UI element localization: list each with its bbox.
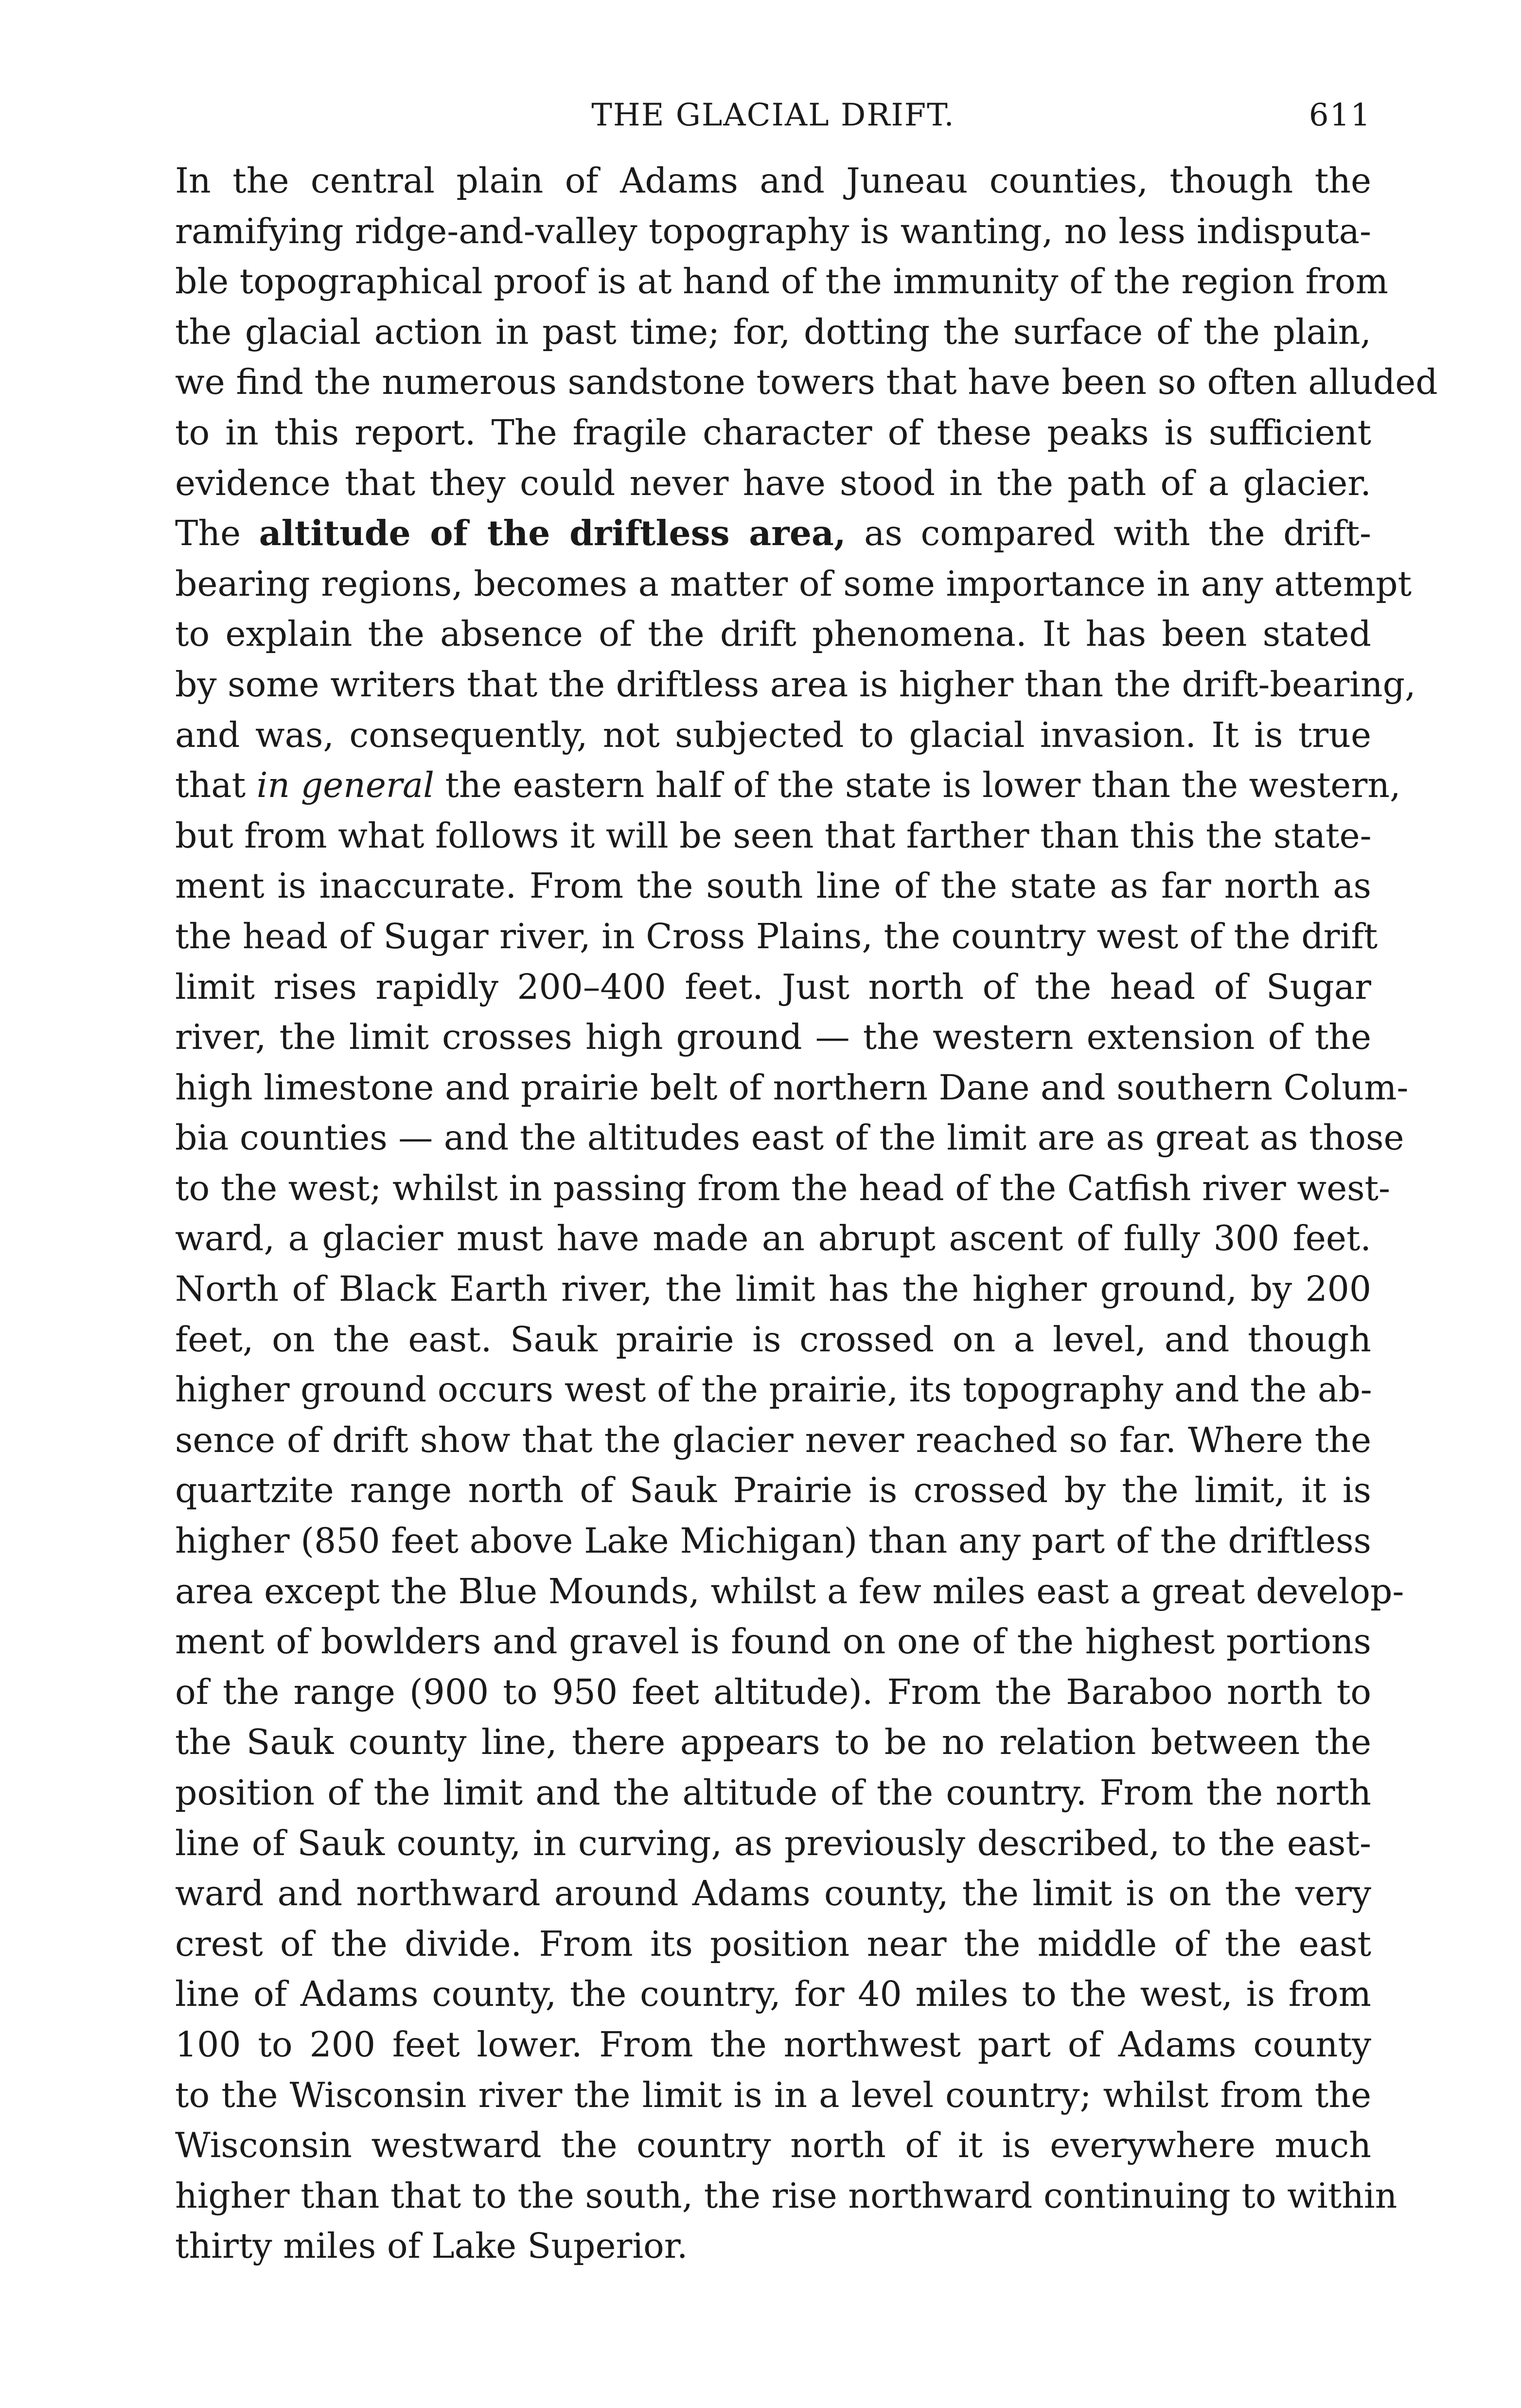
text-line: to explain the absence of the drift phenomena. It has been stated <box>175 614 1371 655</box>
text-line: crest of the divide. From its position near the middle of the east <box>175 1923 1371 1964</box>
text-line: bearing regions, becomes a matter of some importance in any attempt <box>175 563 1412 604</box>
text-line: position of the limit and the altitude of the country. From the north <box>175 1772 1371 1813</box>
running-title: THE GLACIAL DRIFT. <box>591 97 955 133</box>
text-line: area except the Blue Mounds, whilst a few miles east a great develop- <box>175 1571 1404 1611</box>
text-line: by some writers that the driftless area is higher than the drift-bearing, <box>175 664 1416 705</box>
text-line: bia counties — and the altitudes east of the limit are as great as those <box>175 1117 1404 1158</box>
paragraph-2 <box>175 508 1416 2271</box>
text-line: North of Black Earth river, the limit has the higher ground, by 200 <box>175 1269 1371 1310</box>
text-line: ramifying ridge-and-valley topography is wanting, no less indisputa- <box>175 211 1371 251</box>
text-line: thirty miles of Lake Superior. <box>175 2226 688 2266</box>
text-line: and was, consequently, not subjected to glacial invasion. It is true <box>175 714 1371 755</box>
paragraph-1 <box>175 156 1438 508</box>
text-line: 100 to 200 feet lower. From the northwest part of Adams county <box>175 2024 1371 2065</box>
text-run: the eastern half of the state is lower than the western, <box>434 765 1401 806</box>
text-line: ward and northward around Adams county, the limit is on the very <box>175 1873 1371 1914</box>
text-line: the head of Sugar river, in Cross Plains, the country west of the drift <box>175 916 1378 956</box>
text-run: that <box>175 765 257 806</box>
heading-run: altitude of the driftless area, <box>259 513 846 554</box>
text-line: to the Wisconsin river the limit is in a level country; whilst from the <box>175 2074 1371 2115</box>
emphasis-run: in general <box>256 765 434 806</box>
page <box>175 97 1438 2271</box>
text-line: we find the numerous sandstone towers that have been so often alluded <box>175 362 1438 403</box>
text-line <box>175 508 1371 559</box>
text-line: higher (850 feet above Lake Michigan) than any part of the driftless <box>175 1521 1371 1561</box>
text-line: Wisconsin westward the country north of it is everywhere much <box>175 2125 1371 2166</box>
text-line: sence of drift show that the glacier never reached so far. Where the <box>175 1419 1371 1460</box>
text-line: line of Sauk county, in curving, as previously described, to the east- <box>175 1823 1371 1863</box>
text-line: to in this report. The fragile character of these peaks is sufficient <box>175 412 1371 453</box>
text-line: of the range (900 to 950 feet altitude). From the Baraboo north to <box>175 1671 1371 1712</box>
text-line: quartzite range north of Sauk Prairie is crossed by the limit, it is <box>175 1470 1371 1511</box>
text-run: as compared with the drift- <box>846 513 1371 554</box>
text-line: river, the limit crosses high ground — the western extension of the <box>175 1017 1371 1058</box>
page-number: 611 <box>1309 97 1371 133</box>
text-line: high limestone and prairie belt of northern Dane and southern Colum- <box>175 1067 1409 1108</box>
text-line: but from what follows it will be seen that farther than this the state- <box>175 815 1372 856</box>
text-line: the glacial action in past time; for, dotting the surface of the plain, <box>175 311 1371 352</box>
running-head <box>175 97 1371 156</box>
text-line: ble topographical proof is at hand of the immunity of the region from <box>175 261 1388 302</box>
text-line: ward, a glacier must have made an abrupt ascent of fully 300 feet. <box>175 1218 1371 1259</box>
text-line: higher ground occurs west of the prairie, its topography and the ab- <box>175 1369 1372 1410</box>
text-run: The <box>175 513 259 554</box>
text-line: ment is inaccurate. From the south line of the state as far north as <box>175 866 1371 906</box>
text-line: higher than that to the south, the rise northward continuing to within <box>175 2175 1397 2216</box>
text-line: limit rises rapidly 200–400 feet. Just north of the head of Sugar <box>175 966 1371 1007</box>
text-line: evidence that they could never have stood in the path of a glacier. <box>175 462 1371 503</box>
text-line <box>175 760 1401 811</box>
text-line: the Sauk county line, there appears to be no relation between the <box>175 1722 1371 1763</box>
text-line: ment of bowlders and gravel is found on one of the highest portions <box>175 1621 1371 1662</box>
text-line: to the west; whilst in passing from the head of the Catfish river west- <box>175 1168 1391 1208</box>
text-line: feet, on the east. Sauk prairie is crossed on a level, and though <box>175 1319 1371 1360</box>
text-line: In the central plain of Adams and Juneau counties, though the <box>175 160 1371 201</box>
text-line: line of Adams county, the country, for 40 miles to the west, is from <box>175 1974 1371 2015</box>
